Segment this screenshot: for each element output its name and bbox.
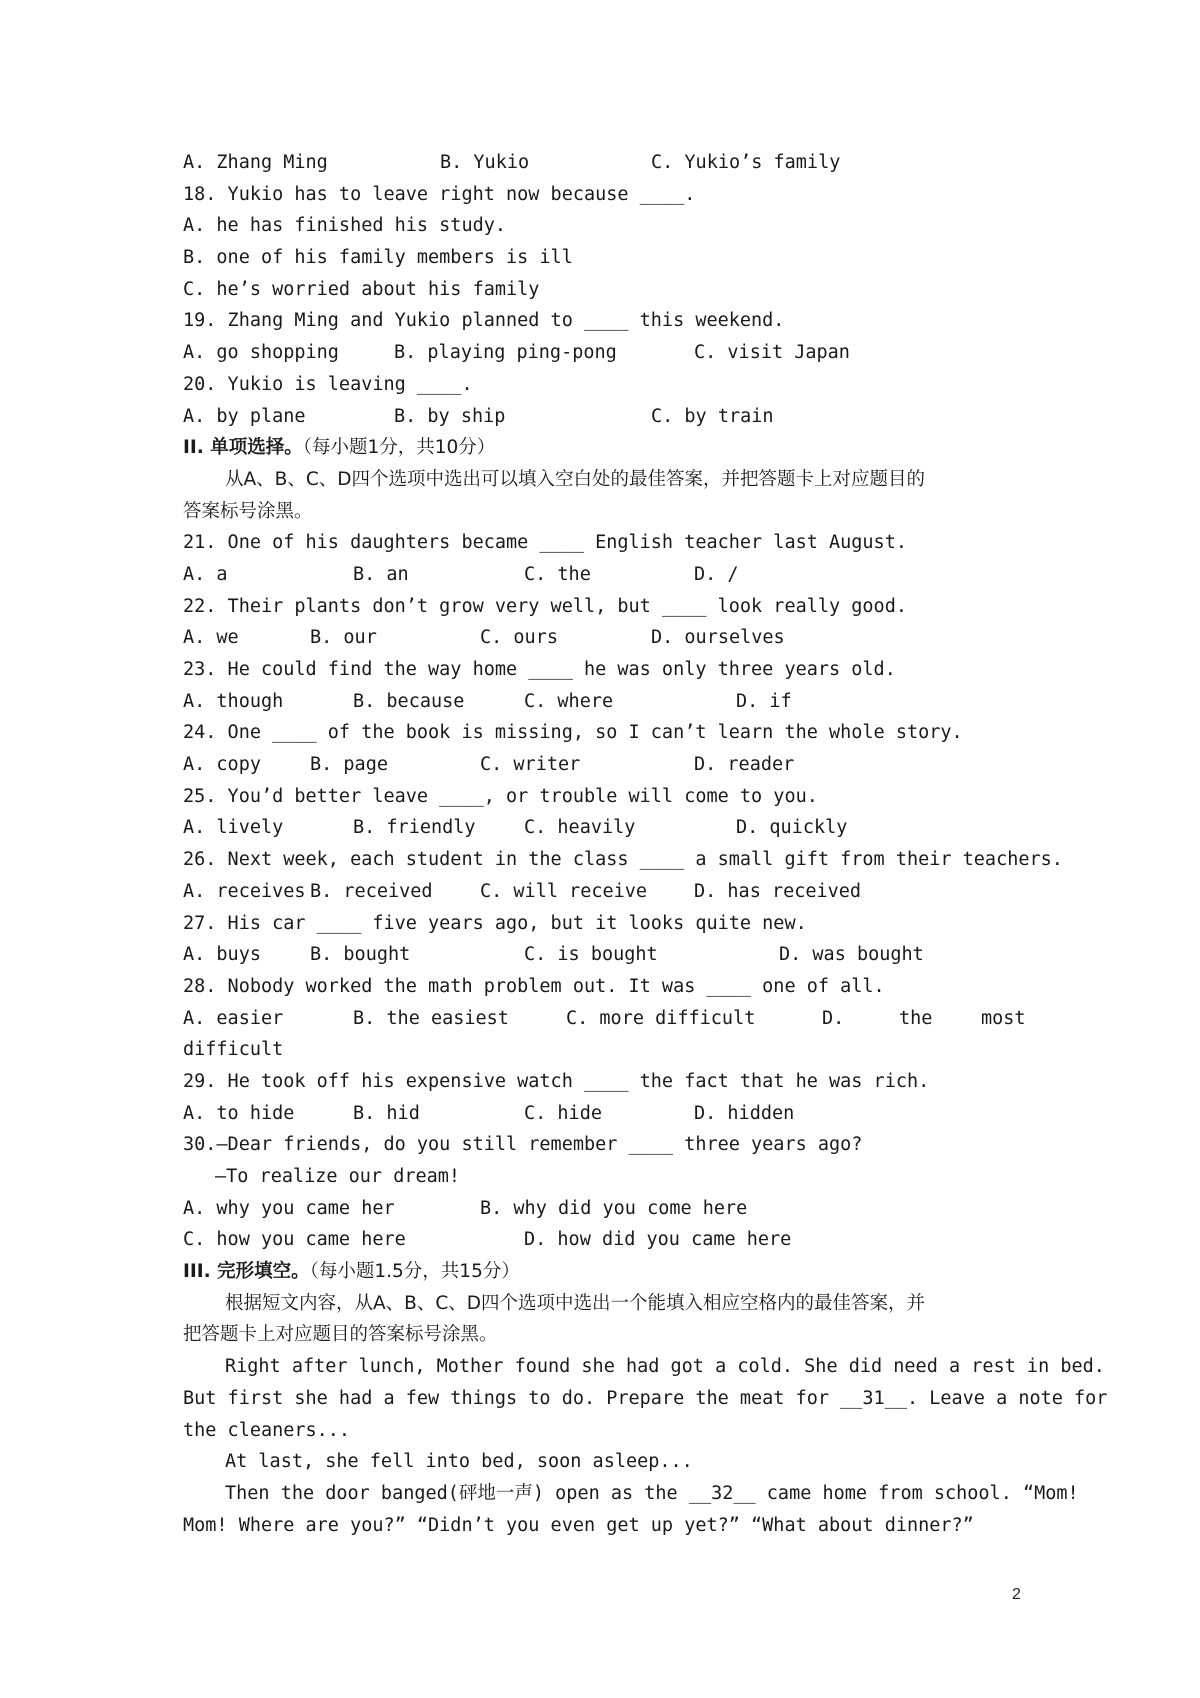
option-b: B. hid: [353, 1102, 420, 1124]
option-d: D. quickly: [736, 817, 848, 839]
option-c: C. ours: [480, 627, 558, 649]
option-c: C. Yukio’s family: [651, 152, 841, 173]
q19-options: [183, 337, 1028, 369]
option-b: B. by ship: [394, 405, 506, 427]
section-3-instruction-line-1: 根据短文内容，从A、B、C、D四个选项中选出一个能填入相应空格内的最佳答案，并: [225, 1292, 926, 1314]
q30-options-row-1: [183, 1193, 1028, 1225]
q28-options: [183, 1003, 1028, 1035]
q20-options: [183, 401, 1028, 433]
q29-stem: 29. He took off his expensive watch ____ the fact that he was rich.: [183, 1070, 930, 1092]
q18-option-b: B. one of his family members is ill: [183, 247, 573, 269]
q27-options: [183, 939, 1028, 971]
option-d: D. /: [694, 563, 739, 585]
option-c: C. the: [524, 563, 591, 585]
q19-stem: 19. Zhang Ming and Yukio planned to ____ this weekend.: [183, 310, 785, 332]
option-b: B. bought: [310, 944, 411, 966]
q23-options: [183, 686, 1028, 718]
q26-options: [183, 876, 1028, 908]
option-a: A. we: [183, 627, 239, 649]
option-b: B. playing ping-pong: [394, 342, 617, 364]
q21-stem: 21. One of his daughters became ____ English teacher last August.: [183, 532, 907, 554]
option-a: A. to hide: [183, 1102, 295, 1124]
option-a: A. why you came her: [183, 1197, 395, 1219]
option-a: A. Zhang Ming: [183, 152, 328, 173]
section-3-heading: [183, 1256, 1028, 1288]
q26-stem: 26. Next week, each student in the class ____ a small gift from their teachers.: [183, 849, 1063, 871]
q25-options: [183, 812, 1028, 844]
option-a: A. a: [183, 563, 228, 585]
option-c: C. by train: [651, 405, 774, 427]
option-a: A. by plane: [183, 405, 306, 427]
section-2-instruction-line-1: 从A、B、C、D四个选项中选出可以填入空白处的最佳答案，并把答题卡上对应题目的: [225, 468, 926, 490]
option-a: A. buys: [183, 944, 261, 966]
option-d-label: D.: [822, 1007, 845, 1029]
q28-stem: 28. Nobody worked the math problem out. It was ____ one of all.: [183, 975, 885, 997]
q20-stem: 20. Yukio is leaving ____.: [183, 373, 473, 395]
section-2-instruction-line-2: 答案标号涂黑。: [183, 500, 313, 522]
passage-line-4: At last, she fell into bed, soon asleep...: [225, 1451, 693, 1473]
q17-options: [183, 147, 1028, 179]
q22-stem: 22. Their plants don’t grow very well, but ____ look really good.: [183, 595, 907, 617]
option-c: C. how you came here: [183, 1229, 406, 1251]
q30-stem: 30.—Dear friends, do you still remember ____ three years ago?: [183, 1134, 863, 1156]
q29-options: [183, 1098, 1028, 1130]
passage-line-5: Then the door banged(砰地一声) open as the __32__ came home from school. “Mom!: [225, 1482, 1079, 1504]
option-b: B. Yukio: [440, 152, 530, 173]
option-a: A. copy: [183, 754, 261, 776]
option-b: B. friendly: [353, 817, 476, 839]
option-d: D. how did you came here: [524, 1229, 792, 1251]
option-b: B. the easiest: [353, 1007, 509, 1029]
passage-line-6: Mom! Where are you?” “Didn’t you even get up yet?” “What about dinner?”: [183, 1514, 974, 1536]
q18-option-c: C. he’s worried about his family: [183, 278, 540, 300]
q27-stem: 27. His car ____ five years ago, but it looks quite new.: [183, 912, 807, 934]
option-d: D. hidden: [694, 1102, 795, 1124]
option-a: A. easier: [183, 1007, 284, 1029]
q23-stem: 23. He could find the way home ____ he was only three years old.: [183, 659, 896, 680]
passage-line-3: the cleaners...: [183, 1419, 351, 1441]
q28-option-d-continuation: difficult: [183, 1039, 284, 1061]
passage-line-2: But first she had a few things to do. Prepare the meat for __31__. Leave a note for: [183, 1387, 1108, 1409]
option-c: C. writer: [480, 754, 581, 776]
option-a: A. though: [183, 690, 284, 712]
section-2-heading: [183, 432, 1028, 464]
option-d: D. ourselves: [651, 627, 785, 649]
option-b: B. received: [310, 880, 433, 902]
section-2-score-note: （每小题1分，共10分）: [302, 437, 496, 459]
q21-options: [183, 559, 1028, 591]
option-c: C. more difficult: [566, 1007, 756, 1029]
passage-line-1: Right after lunch, Mother found she had got a cold. She did need a rest in bed.: [225, 1356, 1105, 1378]
option-a: A. receives: [183, 880, 306, 902]
option-a: A. go shopping: [183, 342, 339, 364]
option-d: D. has received: [694, 880, 862, 902]
q30-options-row-2: [183, 1224, 1028, 1256]
option-c: C. hide: [524, 1102, 602, 1124]
option-c: C. will receive: [480, 880, 648, 902]
option-c: C. visit Japan: [694, 342, 850, 364]
section-3-score-note: （每小题1.5分，共15分）: [309, 1261, 520, 1283]
q30-reply: —To realize our dream!: [215, 1166, 461, 1187]
option-d: D. if: [736, 690, 792, 712]
option-c: C. heavily: [524, 817, 636, 839]
q22-options: [183, 622, 1028, 654]
q24-stem: 24. One ____ of the book is missing, so I can’t learn the whole story.: [183, 722, 963, 744]
option-c: C. is bought: [524, 944, 658, 966]
q18-stem: 18. Yukio has to leave right now because ____.: [183, 183, 696, 205]
option-d: D. was bought: [779, 944, 924, 966]
q18-option-a: A. he has finished his study.: [183, 215, 507, 237]
option-b: B. because: [353, 690, 465, 712]
section-3-title: III. 完形填空。: [183, 1261, 310, 1283]
question-list: [183, 147, 1108, 1541]
section-2-title: II. 单项选择。: [183, 437, 303, 459]
section-3-instruction-line-2: 把答题卡上对应题目的答案标号涂黑。: [183, 1324, 498, 1346]
option-b: B. why did you come here: [480, 1197, 748, 1219]
option-d: D. reader: [694, 754, 795, 776]
option-a: A. lively: [183, 817, 284, 839]
option-b: B. our: [310, 627, 377, 649]
option-d-word-the: the: [899, 1007, 933, 1029]
option-c: C. where: [524, 690, 614, 712]
q25-stem: 25. You’d better leave ____, or trouble will come to you.: [183, 785, 818, 807]
option-b: B. an: [353, 563, 409, 585]
page-number: 2: [1012, 1586, 1021, 1603]
q24-options: [183, 749, 1028, 781]
option-d-word-most: most: [981, 1007, 1026, 1029]
option-b: B. page: [310, 754, 388, 776]
